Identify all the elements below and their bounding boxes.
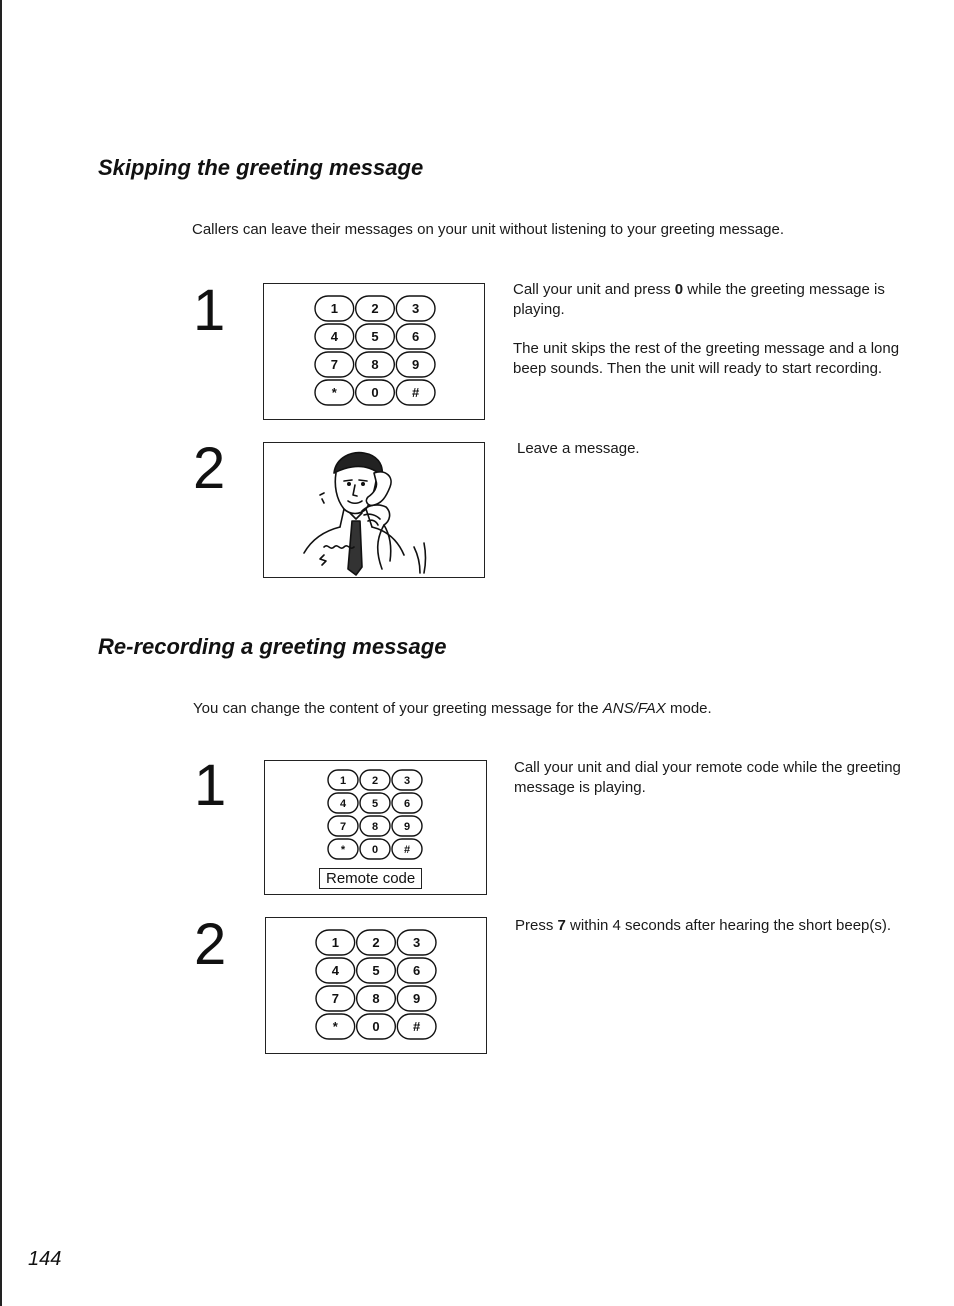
keypad-key-label: 4 — [330, 329, 338, 345]
instruction-text: Call your unit and press — [513, 281, 675, 298]
keypad-key — [397, 958, 436, 983]
keypad-key — [328, 770, 358, 790]
keypad-key-label: 9 — [413, 991, 421, 1007]
keypad-key-label: # — [412, 385, 420, 401]
keypad-key-label: 1 — [330, 301, 338, 317]
keypad-key-label: 8 — [371, 357, 379, 373]
keypad-key — [392, 770, 422, 790]
keypad-key — [328, 816, 358, 836]
step-instruction — [515, 916, 905, 936]
keypad-key — [396, 324, 435, 349]
keypad-illustration — [265, 917, 487, 1054]
keypad-key-label: 2 — [372, 935, 380, 951]
keypad-key-label: 5 — [372, 963, 380, 979]
keypad-key-label: 0 — [371, 843, 379, 856]
keypad-key — [328, 793, 358, 813]
step-instruction: Leave a message. — [517, 440, 640, 457]
keypad-key-label: * — [331, 385, 337, 401]
intro-text: mode. — [665, 700, 712, 717]
keypad-key-label: # — [413, 1019, 421, 1035]
key-seven-text: 7 — [557, 917, 566, 934]
keypad-key-label: 7 — [339, 820, 347, 833]
keypad-key-label: 3 — [413, 935, 421, 951]
keypad-key-label: 1 — [339, 774, 347, 787]
keypad-key — [316, 986, 355, 1011]
keypad-key-label: 7 — [330, 357, 338, 373]
page-binding-edge — [0, 0, 2, 1306]
keypad-key — [392, 839, 422, 859]
keypad-key — [396, 380, 435, 405]
keypad-key-label: 9 — [403, 820, 411, 833]
mode-name: ANS/FAX — [602, 700, 666, 717]
keypad-key-label: 5 — [371, 329, 379, 345]
keypad-key — [397, 986, 436, 1011]
keypad-key-label: 6 — [413, 963, 421, 979]
keypad-key — [315, 296, 354, 321]
keypad-key-label: 2 — [371, 774, 379, 787]
keypad-key-label: * — [340, 843, 346, 856]
keypad-key — [396, 296, 435, 321]
keypad-key — [360, 793, 390, 813]
keypad-key-label: 5 — [371, 797, 379, 810]
keypad-key-label: * — [332, 1019, 338, 1035]
keypad-key-label: 8 — [372, 991, 380, 1007]
instruction-text: Press — [515, 917, 558, 934]
keypad-key-label: 3 — [403, 774, 411, 787]
instruction-text: within 4 seconds after hearing the short beep(s). — [565, 917, 892, 934]
keypad-key — [392, 816, 422, 836]
keypad-key-label: 0 — [372, 1019, 380, 1035]
key-zero-text: 0 — [674, 281, 684, 298]
keypad-icon — [266, 918, 485, 1052]
step-number: 2 — [194, 912, 227, 977]
step-number: 1 — [193, 278, 226, 343]
keypad-key — [397, 930, 436, 955]
keypad-icon — [264, 284, 483, 418]
keypad-key — [315, 324, 354, 349]
keypad-key — [397, 1014, 436, 1039]
keypad-key — [357, 986, 396, 1011]
remote-code-label: Remote code — [319, 868, 422, 889]
keypad-key — [396, 352, 435, 377]
keypad-key — [328, 839, 358, 859]
keypad-key-label: 4 — [331, 963, 339, 979]
step-number: 1 — [194, 753, 227, 818]
keypad-key-label: 9 — [412, 357, 420, 373]
keypad-key — [315, 380, 354, 405]
keypad-key-label: 2 — [371, 301, 379, 317]
keypad-key — [360, 770, 390, 790]
keypad-key-label: # — [403, 843, 411, 856]
keypad-key — [316, 930, 355, 955]
keypad-key — [360, 839, 390, 859]
caller-on-phone-illustration — [263, 442, 485, 578]
keypad-key — [360, 816, 390, 836]
step-instruction — [513, 280, 903, 320]
keypad-key — [356, 352, 395, 377]
keypad-key-label: 6 — [403, 797, 411, 810]
keypad-illustration — [263, 283, 485, 420]
keypad-key-label: 3 — [412, 301, 420, 317]
section-intro-rerecording — [193, 700, 712, 717]
keypad-key-label: 6 — [412, 329, 420, 345]
keypad-key — [356, 380, 395, 405]
instruction-text: while the greeting message is playing. — [513, 281, 885, 318]
section-intro-skipping: Callers can leave their messages on your unit without listening to your greeting message. — [192, 221, 784, 238]
keypad-key — [357, 958, 396, 983]
keypad-key-label: 0 — [371, 385, 379, 401]
keypad-key — [356, 324, 395, 349]
keypad-key — [356, 296, 395, 321]
keypad-key-label: 7 — [331, 991, 339, 1007]
keypad-key — [357, 930, 396, 955]
section-title-rerecording: Re-recording a greeting message — [98, 634, 447, 659]
step-number: 2 — [193, 436, 226, 501]
keypad-key — [316, 1014, 355, 1039]
keypad-key-label: 4 — [339, 797, 347, 810]
person-on-phone-icon — [264, 443, 483, 576]
keypad-key-label: 1 — [331, 935, 339, 951]
keypad-key — [357, 1014, 396, 1039]
page-number: 144 — [28, 1248, 62, 1270]
section-title-skipping: Skipping the greeting message — [98, 155, 424, 180]
step-instruction: Call your unit and dial your remote code while the greeting message is playing. — [514, 759, 901, 796]
step-result: The unit skips the rest of the greeting message and a long beep sounds. Then the unit will ready to start recording. — [513, 340, 900, 377]
keypad-remote-code-illustration — [264, 760, 487, 895]
intro-text: You can change the content of your greeting message for the — [193, 700, 603, 717]
keypad-key — [316, 958, 355, 983]
keypad-key — [392, 793, 422, 813]
keypad-key-label: 8 — [371, 820, 379, 833]
keypad-key — [315, 352, 354, 377]
